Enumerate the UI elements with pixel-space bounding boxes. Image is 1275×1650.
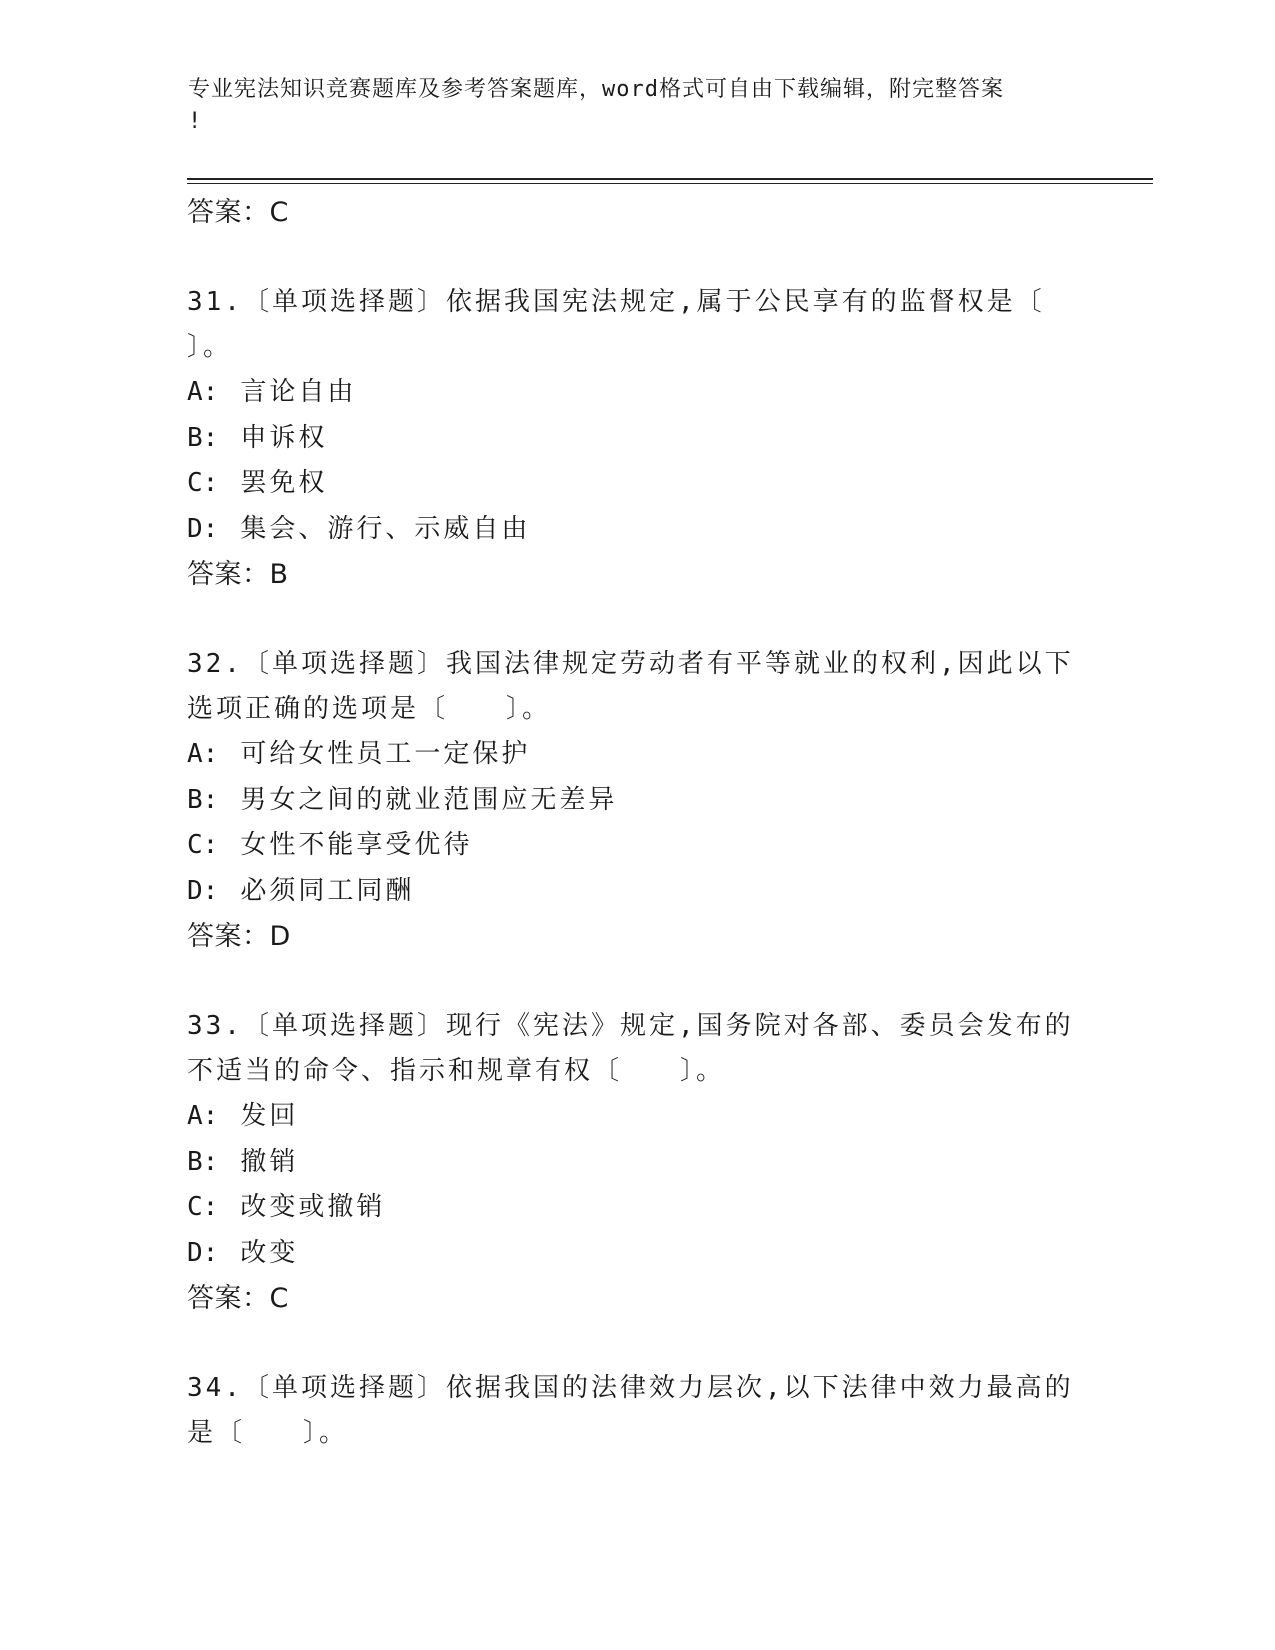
option-text: 男女之间的就业范围应无差异 bbox=[240, 784, 618, 815]
option-c bbox=[187, 461, 1087, 507]
option-key: A: bbox=[187, 377, 219, 407]
option-text: 改变或撤销 bbox=[240, 1192, 386, 1222]
option-key: D: bbox=[187, 1237, 219, 1268]
header-rule bbox=[187, 178, 1153, 180]
option-text: 改变 bbox=[240, 1237, 299, 1268]
option-d bbox=[187, 507, 1087, 553]
option-text: 发回 bbox=[240, 1101, 299, 1131]
answer: 答案：D bbox=[187, 921, 291, 952]
option-d bbox=[187, 869, 1087, 915]
option-key: B: bbox=[187, 422, 219, 453]
option-a bbox=[187, 732, 1087, 778]
question-text-cont: 选项正确的选项是〔 〕。 bbox=[187, 694, 552, 724]
option-key: C: bbox=[187, 830, 219, 860]
question-34 bbox=[187, 1366, 1087, 1456]
option-d bbox=[187, 1231, 1087, 1277]
option-text: 言论自由 bbox=[240, 377, 357, 407]
option-b bbox=[187, 1140, 1087, 1186]
option-key: C: bbox=[187, 468, 219, 498]
option-b bbox=[187, 416, 1087, 462]
option-key: B: bbox=[187, 1146, 219, 1177]
question-32 bbox=[187, 642, 1087, 960]
option-key: C: bbox=[187, 1192, 219, 1222]
option-key: D: bbox=[187, 513, 219, 544]
option-text: 必须同工同酬 bbox=[240, 875, 415, 906]
option-c bbox=[187, 1185, 1087, 1231]
answer-previous: 答案：C bbox=[187, 197, 289, 228]
option-key: B: bbox=[187, 784, 219, 815]
option-text: 罢免权 bbox=[240, 468, 328, 498]
question-text: 34.〔单项选择题〕依据我国的法律效力层次,以下法律中效力最高的 bbox=[187, 1373, 1074, 1403]
option-key: A: bbox=[187, 739, 219, 769]
option-a bbox=[187, 370, 1087, 416]
option-text: 撤销 bbox=[240, 1146, 299, 1177]
answer: 答案：C bbox=[187, 1283, 289, 1314]
question-31 bbox=[187, 280, 1087, 598]
page-header bbox=[188, 74, 1068, 138]
question-text: 32.〔单项选择题〕我国法律规定劳动者有平等就业的权利,因此以下 bbox=[187, 649, 1074, 679]
option-a bbox=[187, 1094, 1087, 1140]
question-text: 31.〔单项选择题〕依据我国宪法规定,属于公民享有的监督权是〔 bbox=[187, 287, 1045, 317]
header-text-tail: ! bbox=[188, 109, 203, 134]
question-list bbox=[187, 190, 1087, 1456]
question-text-cont: 〕。 bbox=[187, 332, 233, 362]
question-text-cont: 不适当的命令、指示和规章有权〔 〕。 bbox=[187, 1056, 726, 1086]
answer: 答案：B bbox=[187, 559, 289, 590]
option-key: D: bbox=[187, 875, 219, 906]
option-key: A: bbox=[187, 1101, 219, 1131]
question-33 bbox=[187, 1004, 1087, 1322]
option-b bbox=[187, 778, 1087, 824]
option-c bbox=[187, 823, 1087, 869]
option-text: 申诉权 bbox=[240, 422, 328, 453]
option-text: 集会、游行、示威自由 bbox=[240, 513, 531, 544]
header-text: 专业宪法知识竞赛题库及参考答案题库，word格式可自由下载编辑，附完整答案 bbox=[188, 77, 1004, 102]
question-text-cont: 是〔 〕。 bbox=[187, 1418, 349, 1448]
question-text: 33.〔单项选择题〕现行《宪法》规定,国务院对各部、委员会发布的 bbox=[187, 1011, 1074, 1041]
option-text: 女性不能享受优待 bbox=[240, 830, 473, 860]
option-text: 可给女性员工一定保护 bbox=[240, 739, 531, 769]
header-rule-thin bbox=[187, 183, 1153, 184]
